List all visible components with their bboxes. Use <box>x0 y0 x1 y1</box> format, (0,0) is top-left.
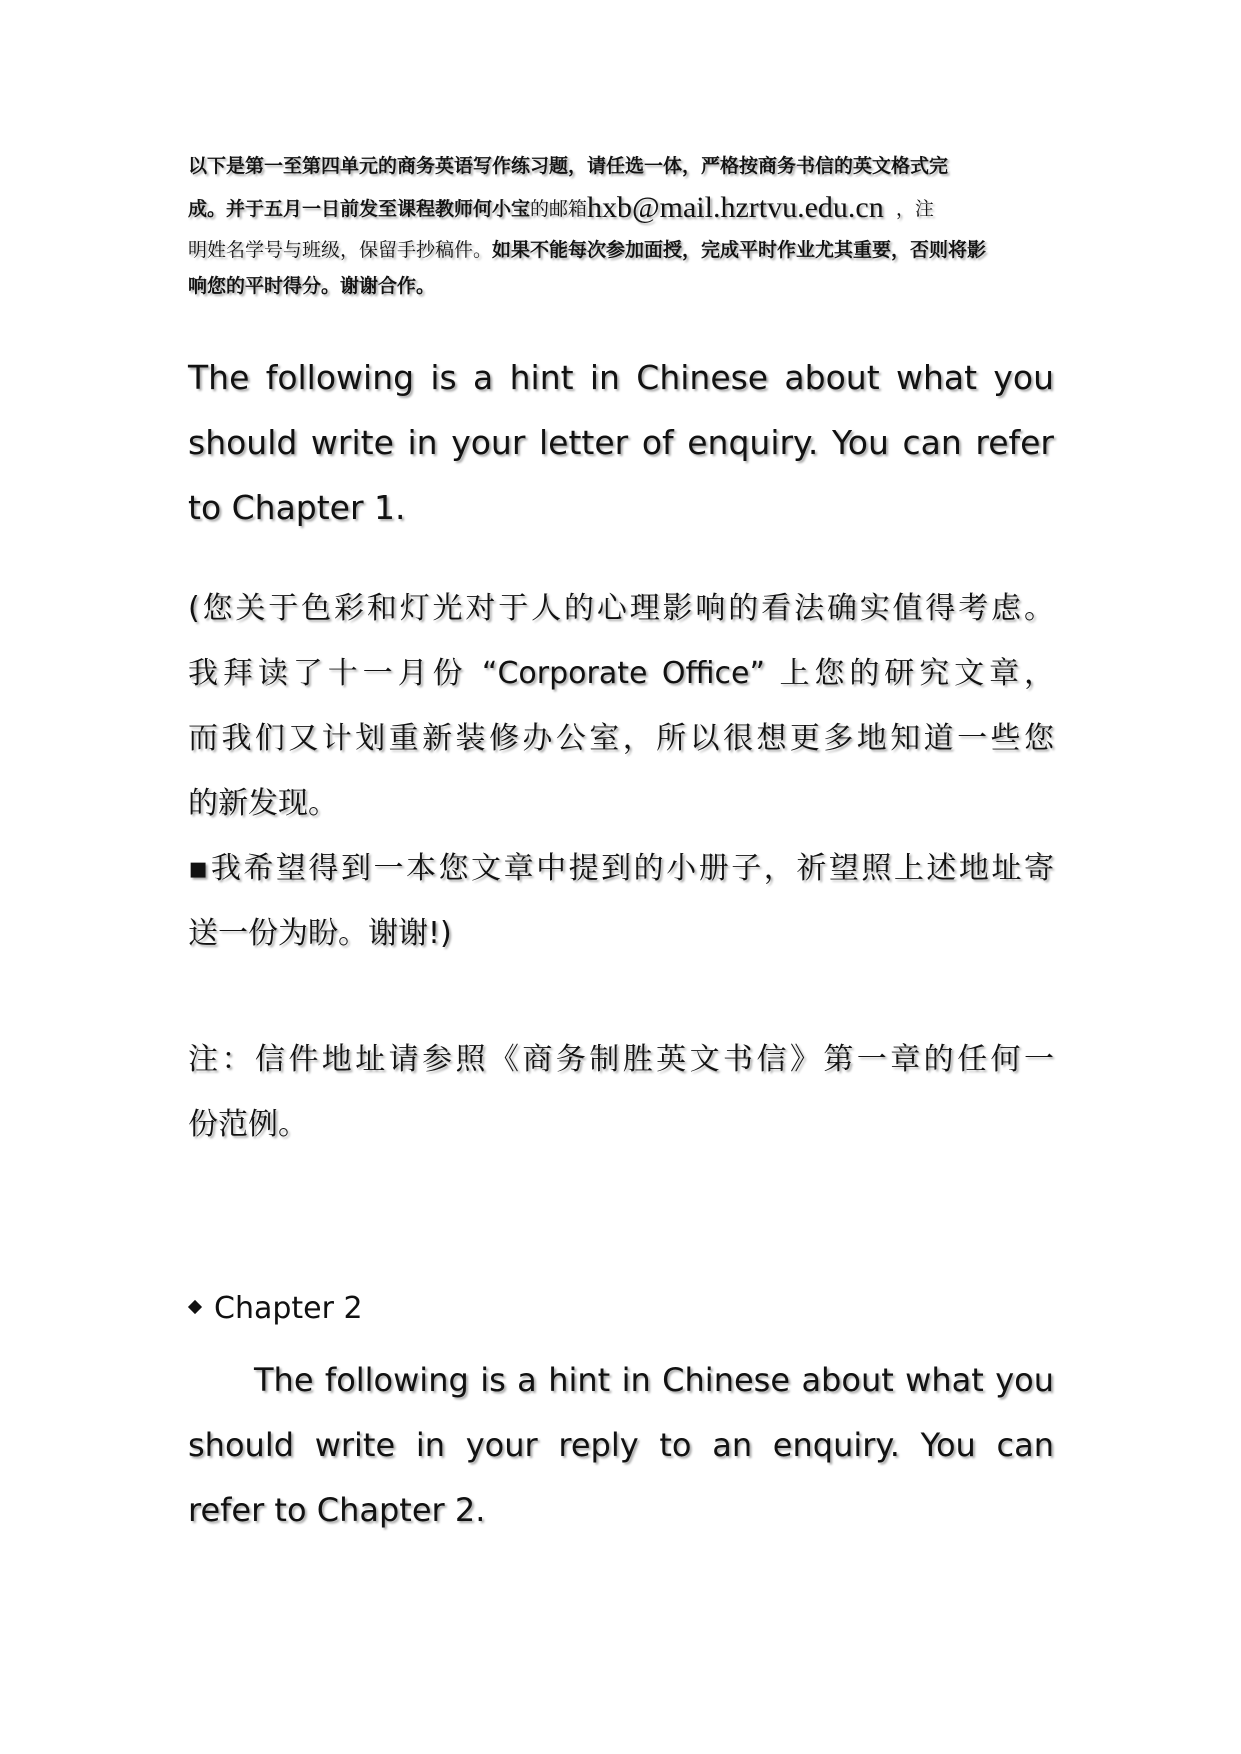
intro-paragraph <box>188 146 1054 299</box>
cn-line-3: 而我们又计划重新装修办公室，所以很想更多地知道一些您 <box>188 721 1054 756</box>
hint2-line-2: should write in your reply to an enquiry. You can <box>188 1426 1054 1464</box>
chinese-hint-1 <box>188 576 1054 966</box>
intro-line-1: 以下是第一至第四单元的商务英语写作练习题，请任选一体，严格按商务书信的英文格式完 <box>188 155 949 177</box>
hint1-line-3: to Chapter 1. <box>188 488 406 527</box>
hint2-line-1: The following is a hint in Chinese about what you <box>254 1361 1054 1399</box>
cn-line-4: 的新发现。 <box>188 786 338 821</box>
address-note <box>188 1027 1054 1157</box>
intro-line-3b: 如果不能每次参加面授，完成平时作业尤其重要，否则将影 <box>492 239 987 261</box>
cn-line-5: ▪我希望得到一本您文章中提到的小册子，祈望照上述地址寄 <box>188 851 1054 886</box>
cn-line-1: (您关于色彩和灯光对于人的心理影响的看法确实值得考虑。 <box>188 591 1054 626</box>
diamond-bullet-icon <box>188 1300 202 1314</box>
intro-line-2b: 的邮箱 <box>530 198 588 220</box>
cn-line-2: 我拜读了十一月份 “Corporate Office” 上您的研究文章， <box>188 656 1054 691</box>
email-address: hxb@mail.hzrtvu.edu.cn <box>587 191 884 224</box>
hint-chapter-2 <box>188 1348 1054 1543</box>
intro-line-2a: 成。并于五月一日前发至课程教师何小宝 <box>188 198 531 220</box>
note-line-2: 份范例。 <box>188 1107 308 1142</box>
chapter-2-label: Chapter 2 <box>214 1291 363 1326</box>
hint1-line-1: The following is a hint in Chinese about what you <box>188 358 1054 397</box>
intro-line-2c: ，注 <box>895 198 934 220</box>
intro-line-4: 响您的平时得分。谢谢合作。 <box>188 275 436 297</box>
hint-chapter-1 <box>188 345 1054 540</box>
note-line-1: 注：信件地址请参照《商务制胜英文书信》第一章的任何一 <box>188 1042 1054 1077</box>
hint2-line-3: refer to Chapter 2. <box>188 1491 486 1529</box>
cn-line-6: 送一份为盼。谢谢!) <box>188 916 452 951</box>
hint1-line-2: should write in your letter of enquiry. You can refer <box>188 423 1054 462</box>
intro-line-3a: 明姓名学号与班级，保留手抄稿件。 <box>188 239 493 261</box>
chapter-2-heading <box>188 1288 1054 1330</box>
